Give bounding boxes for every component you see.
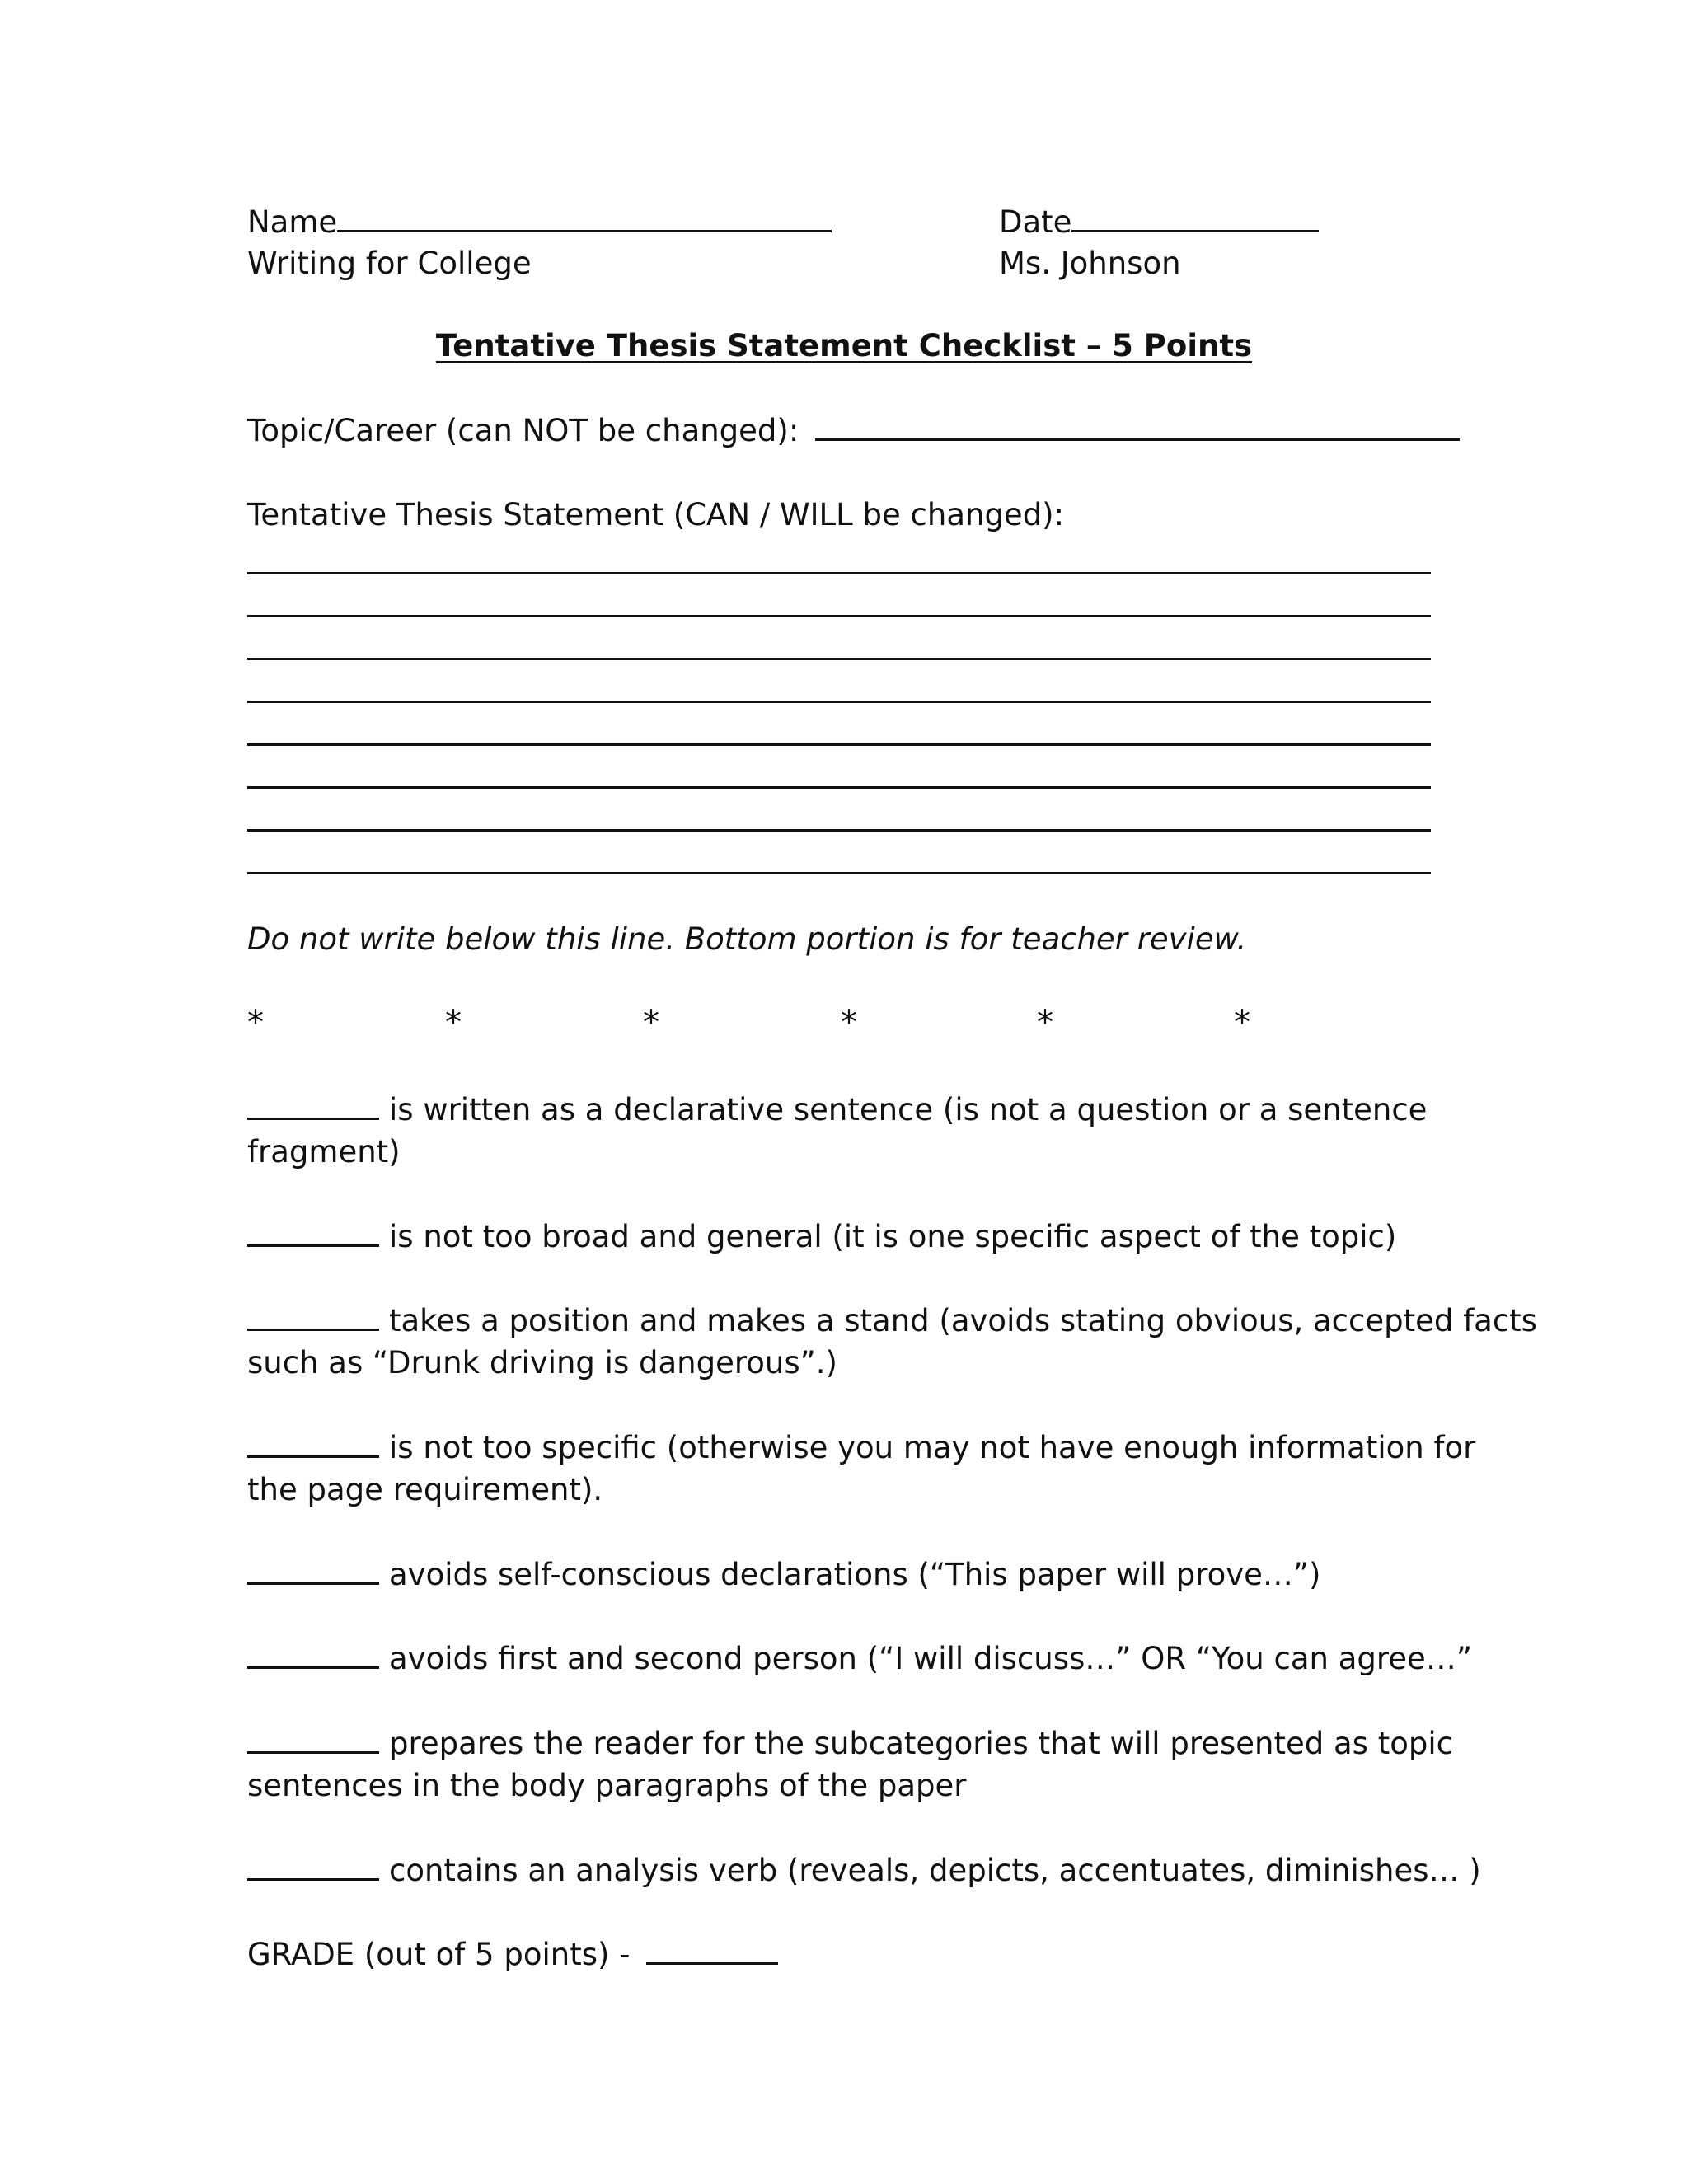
criterion-text: is not too specific (otherwise you may not have enough information for xyxy=(389,1430,1476,1465)
criterion-text-continued: fragment) xyxy=(247,1134,401,1169)
criterion-row xyxy=(247,1301,1537,1342)
thesis-line-4[interactable] xyxy=(247,701,1431,703)
criterion-score-blank[interactable] xyxy=(247,1220,379,1247)
criterion-score-blank[interactable] xyxy=(247,1431,379,1458)
topic-blank[interactable] xyxy=(815,414,1460,441)
criterion-text: avoids first and second person (“I will discuss…” OR “You can agree…” xyxy=(389,1641,1472,1676)
thesis-line-6[interactable] xyxy=(247,786,1431,789)
criterion-row xyxy=(247,1554,1321,1596)
name-blank[interactable] xyxy=(337,205,832,232)
date-blank[interactable] xyxy=(1071,205,1319,232)
grade-field[interactable] xyxy=(247,1934,778,1975)
criterion-score-blank[interactable] xyxy=(247,1727,379,1754)
thesis-line-2[interactable] xyxy=(247,615,1431,617)
thesis-line-8[interactable] xyxy=(247,872,1431,874)
criterion-text-continued: the page requirement). xyxy=(247,1472,603,1507)
teacher-name: Ms. Johnson xyxy=(999,246,1181,281)
criterion-text: is not too broad and general (it is one specific aspect of the topic) xyxy=(389,1219,1397,1254)
criterion-text: takes a position and makes a stand (avoids stating obvious, accepted facts xyxy=(389,1303,1537,1338)
criterion-row xyxy=(247,1638,1472,1680)
thesis-line-5[interactable] xyxy=(247,743,1431,746)
criterion-score-blank[interactable] xyxy=(247,1558,379,1585)
topic-label: Topic/Career (can NOT be changed): xyxy=(247,413,799,448)
criterion-text: is written as a declarative sentence (is not a question or a sentence xyxy=(389,1092,1428,1127)
thesis-line-3[interactable] xyxy=(247,658,1431,660)
name-field[interactable] xyxy=(247,202,832,243)
separator-star: * xyxy=(1037,1004,1053,1042)
criterion-text: avoids self-conscious declarations (“This paper will prove…”) xyxy=(389,1557,1321,1592)
separator-star: * xyxy=(1234,1004,1250,1042)
topic-field[interactable] xyxy=(247,410,1460,452)
criterion-score-blank[interactable] xyxy=(247,1642,379,1669)
date-label: Date xyxy=(999,204,1072,240)
thesis-line-1[interactable] xyxy=(247,572,1431,574)
criterion-text: prepares the reader for the subcategories that will presented as topic xyxy=(389,1726,1453,1761)
criterion-text-continued: sentences in the body paragraphs of the paper xyxy=(247,1768,967,1803)
criterion-row xyxy=(247,1216,1396,1258)
separator-star: * xyxy=(247,1004,264,1042)
separator-star: * xyxy=(445,1004,462,1042)
criterion-row xyxy=(247,1723,1453,1765)
grade-blank[interactable] xyxy=(646,1938,778,1965)
page-title: Tentative Thesis Statement Checklist – 5 Points xyxy=(435,328,1253,363)
thesis-label: Tentative Thesis Statement (CAN / WILL be changed): xyxy=(247,497,1065,532)
criterion-score-blank[interactable] xyxy=(247,1304,379,1331)
criterion-row xyxy=(247,1850,1481,1891)
course-name: Writing for College xyxy=(247,246,532,281)
separator-star: * xyxy=(841,1004,857,1042)
criterion-score-blank[interactable] xyxy=(247,1093,379,1120)
thesis-line-7[interactable] xyxy=(247,829,1431,832)
date-field[interactable] xyxy=(999,202,1319,243)
criterion-score-blank[interactable] xyxy=(247,1854,379,1881)
criterion-text: contains an analysis verb (reveals, depicts, accentuates, diminishes… ) xyxy=(389,1853,1481,1888)
criterion-text-continued: such as “Drunk driving is dangerous”.) xyxy=(247,1345,837,1380)
name-label: Name xyxy=(247,204,338,240)
criterion-row xyxy=(247,1427,1475,1469)
grade-label: GRADE (out of 5 points) - xyxy=(247,1937,631,1972)
separator-star: * xyxy=(643,1004,659,1042)
criterion-row xyxy=(247,1090,1427,1131)
teacher-review-note: Do not write below this line. Bottom portion is for teacher review. xyxy=(247,921,1247,957)
